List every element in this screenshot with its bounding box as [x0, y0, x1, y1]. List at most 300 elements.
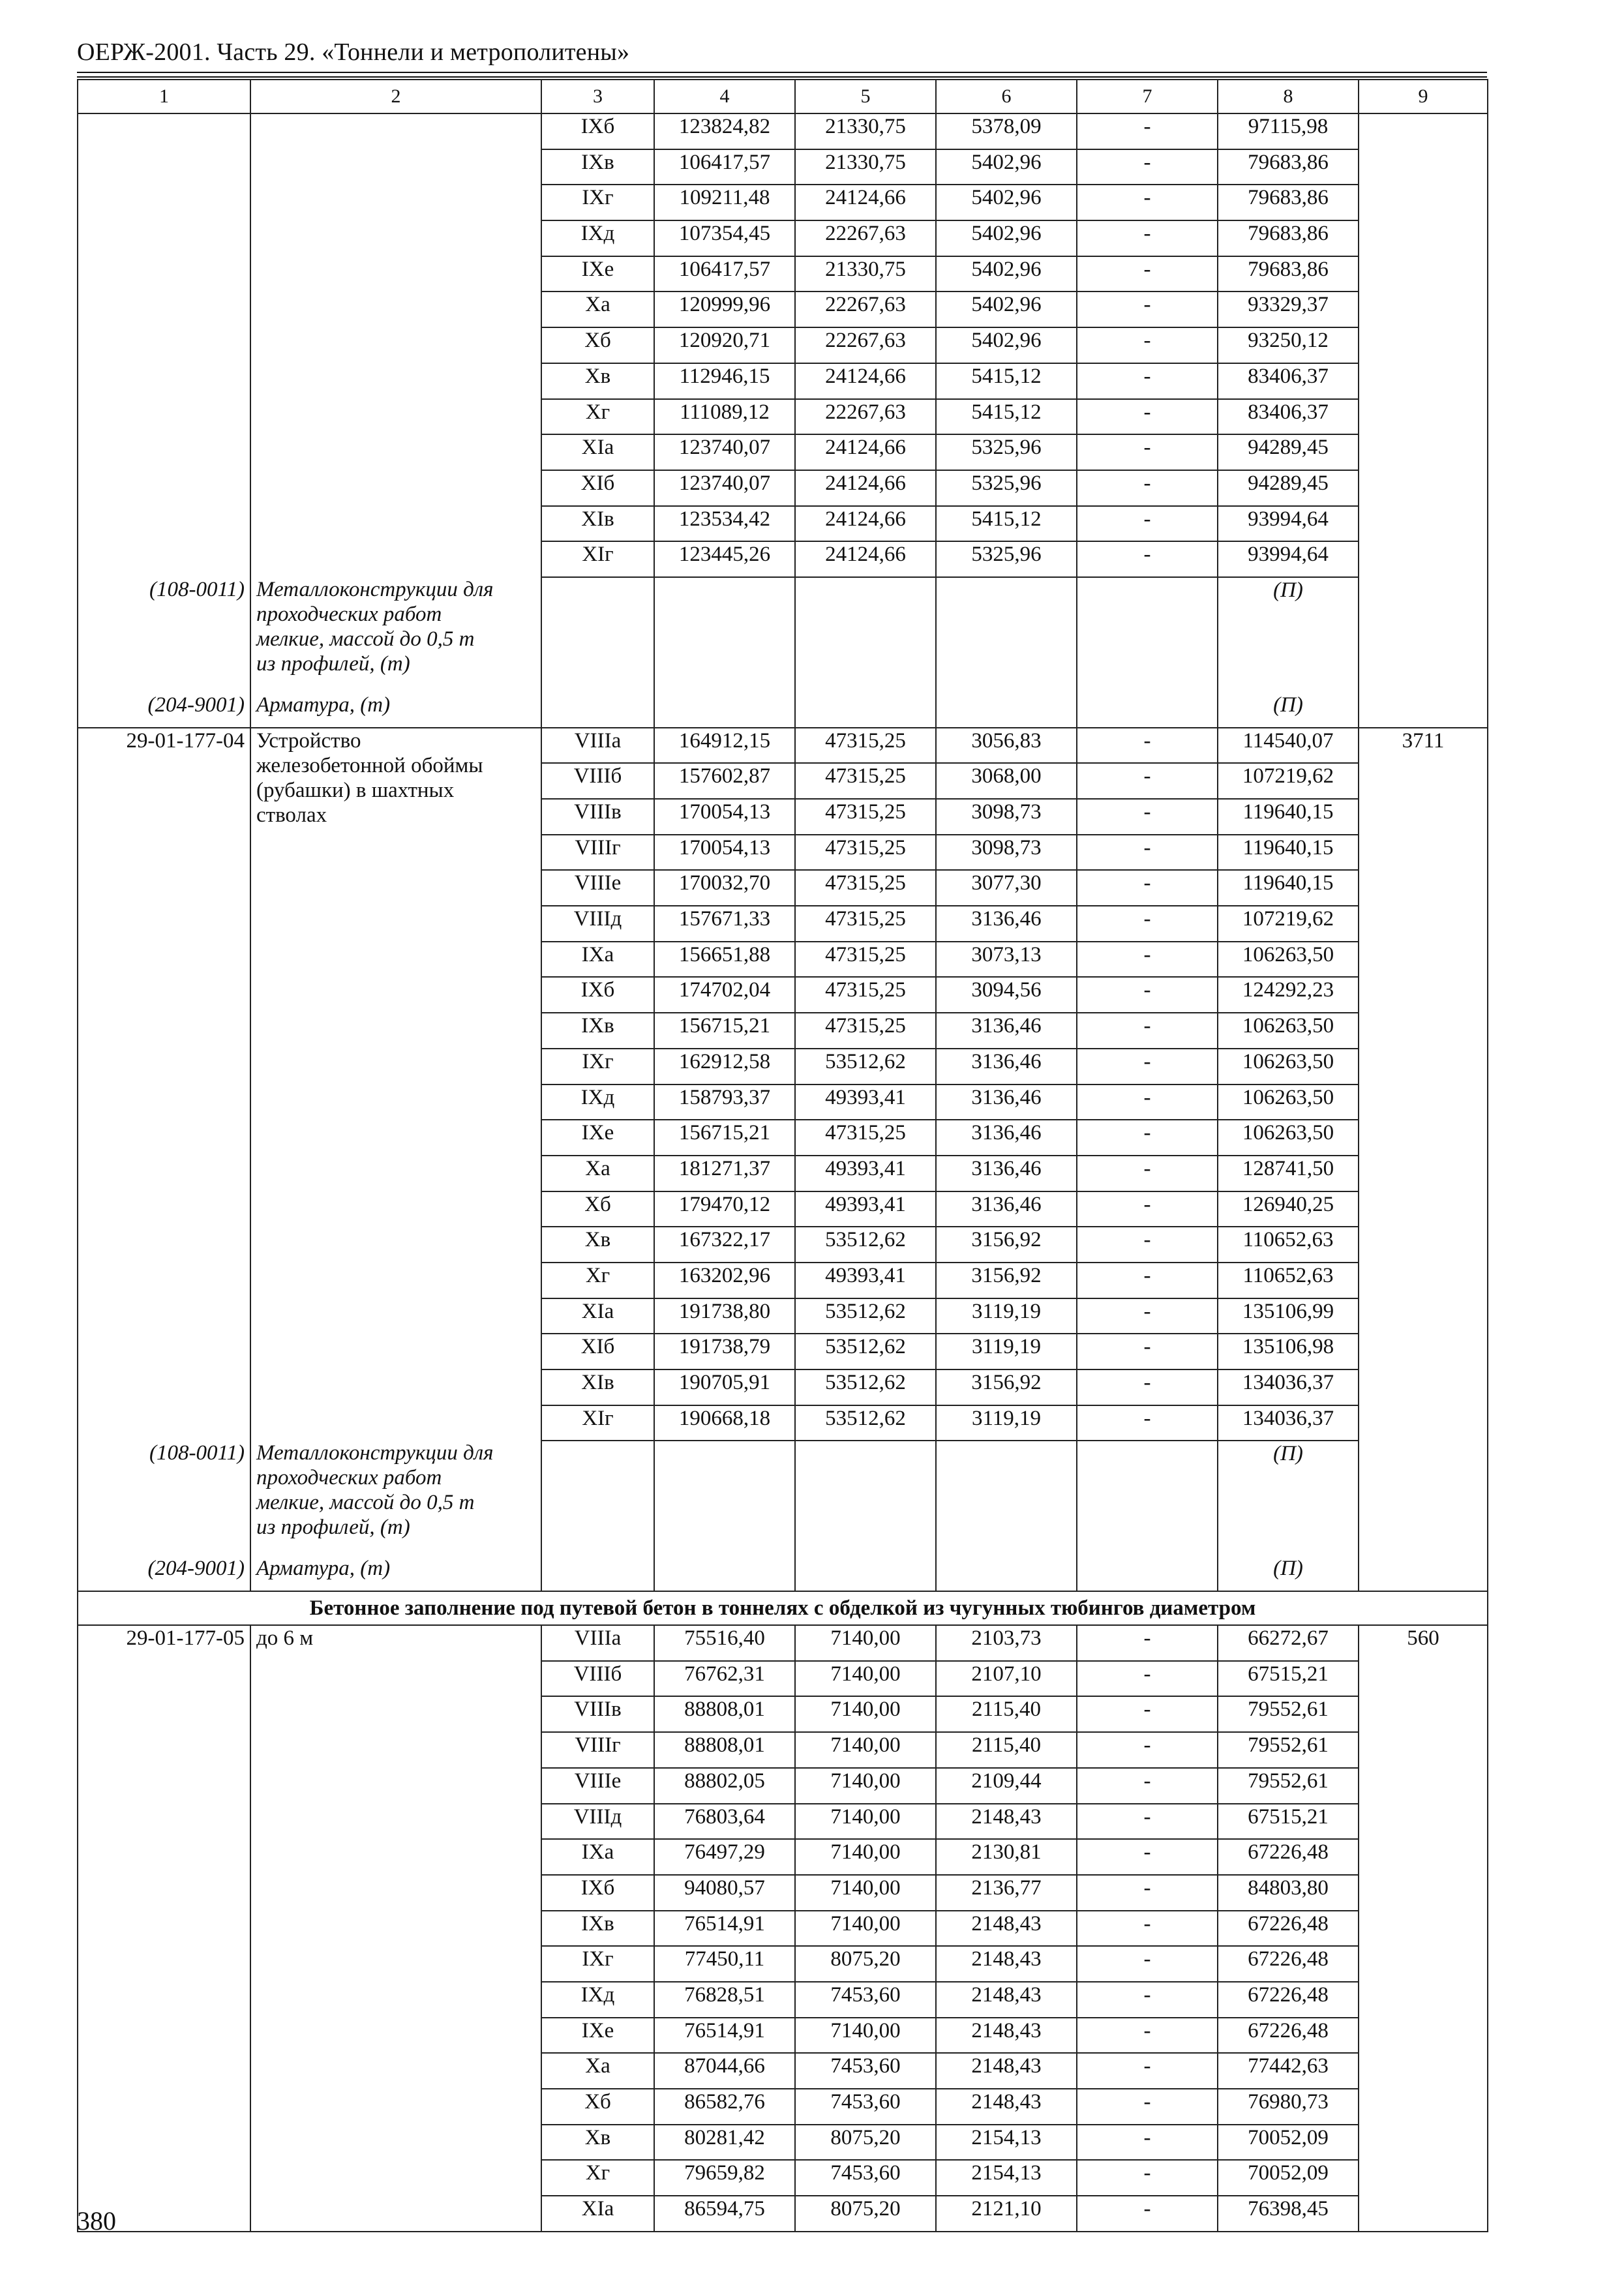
cell-materials: 67226,48: [1218, 1946, 1359, 1982]
material-description-line: Металлоконструкции для: [256, 577, 494, 601]
cell-materials: 70052,09: [1218, 2160, 1359, 2196]
cell-index: IXе: [541, 1120, 654, 1156]
material-description: Арматура, (т): [250, 693, 541, 728]
cell-index: XIа: [541, 1298, 654, 1334]
cell-labor: 53512,62: [795, 1227, 936, 1263]
cell-machines: 3077,30: [936, 870, 1077, 906]
cell-machines: 2148,43: [936, 2089, 1077, 2125]
cell-total: 76803,64: [654, 1804, 795, 1840]
cell-materials: 94289,45: [1218, 434, 1359, 470]
cell-index: Xг: [541, 2160, 654, 2196]
cell-index: XIа: [541, 2196, 654, 2232]
cell-total: 112946,15: [654, 363, 795, 399]
cell-materials: 67226,48: [1218, 2018, 1359, 2054]
cell-index: Xа: [541, 292, 654, 327]
code-cell-empty: [78, 113, 250, 577]
cell-machines: 2103,73: [936, 1625, 1077, 1661]
cell-driver: -: [1077, 1085, 1218, 1120]
cell-driver: -: [1077, 1839, 1218, 1875]
cell-materials: 79552,61: [1218, 1768, 1359, 1804]
cell-materials: 67226,48: [1218, 1911, 1359, 1947]
cell-materials: 76398,45: [1218, 2196, 1359, 2232]
cell-materials: 70052,09: [1218, 2125, 1359, 2161]
cell-machines: 3156,92: [936, 1227, 1077, 1263]
cell-index: IXе: [541, 256, 654, 292]
cell-materials: 67226,48: [1218, 1839, 1359, 1875]
cell-machines: 3098,73: [936, 835, 1077, 871]
cell-driver: -: [1077, 870, 1218, 906]
cell-driver: -: [1077, 1768, 1218, 1804]
cell-labor: 47315,25: [795, 977, 936, 1013]
cell-index: XIб: [541, 1334, 654, 1369]
cell-machines: 5402,96: [936, 292, 1077, 327]
work-description-line: железобетонной обоймы: [256, 753, 483, 777]
cell-index: Xб: [541, 1191, 654, 1227]
cell-materials: 79683,86: [1218, 256, 1359, 292]
cell-labor: 7140,00: [795, 1875, 936, 1911]
cell-total: 164912,15: [654, 728, 795, 764]
cell-driver: -: [1077, 2018, 1218, 2054]
cell-labor: 7140,00: [795, 2018, 936, 2054]
cell-labor: 7140,00: [795, 1732, 936, 1768]
empty-cell: [541, 693, 654, 728]
cost-col9: 560: [1359, 1625, 1488, 2232]
empty-cell: [795, 693, 936, 728]
cell-index: XIг: [541, 1405, 654, 1441]
cell-machines: 2107,10: [936, 1661, 1077, 1697]
cell-materials: 79552,61: [1218, 1732, 1359, 1768]
cell-total: 170054,13: [654, 799, 795, 835]
cell-labor: 7140,00: [795, 1768, 936, 1804]
cell-total: 157602,87: [654, 763, 795, 799]
table-row: [78, 1625, 1488, 1661]
cell-materials: 67515,21: [1218, 1804, 1359, 1840]
cell-driver: -: [1077, 399, 1218, 435]
material-description: [250, 1441, 541, 1556]
cell-driver: -: [1077, 1625, 1218, 1661]
cell-total: 123740,07: [654, 434, 795, 470]
cell-total: 162912,58: [654, 1049, 795, 1085]
cell-index: VIIIа: [541, 728, 654, 764]
cell-labor: 7140,00: [795, 1804, 936, 1840]
cell-total: 79659,82: [654, 2160, 795, 2196]
cell-labor: 22267,63: [795, 327, 936, 363]
material-description-line: мелкие, массой до 0,5 т: [256, 1491, 475, 1515]
cell-driver: -: [1077, 1049, 1218, 1085]
cell-labor: 47315,25: [795, 906, 936, 942]
cell-total: 86594,75: [654, 2196, 795, 2232]
cell-labor: 47315,25: [795, 942, 936, 978]
cell-machines: 3119,19: [936, 1334, 1077, 1369]
cell-index: VIIIд: [541, 1804, 654, 1840]
cell-driver: -: [1077, 1911, 1218, 1947]
table-row: [78, 113, 1488, 149]
cell-machines: 3136,46: [936, 1120, 1077, 1156]
cell-machines: 2148,43: [936, 1911, 1077, 1947]
cell-driver: -: [1077, 1946, 1218, 1982]
cell-driver: -: [1077, 2125, 1218, 2161]
cell-index: IXг: [541, 1049, 654, 1085]
price-table: [77, 79, 1488, 2232]
cell-materials: 83406,37: [1218, 399, 1359, 435]
cell-driver: -: [1077, 149, 1218, 185]
cell-machines: 2154,13: [936, 2125, 1077, 2161]
cell-index: IXб: [541, 113, 654, 149]
cell-machines: 5402,96: [936, 220, 1077, 256]
cell-machines: 3136,46: [936, 1049, 1077, 1085]
cell-total: 179470,12: [654, 1191, 795, 1227]
cell-total: 120999,96: [654, 292, 795, 327]
cell-materials: 135106,98: [1218, 1334, 1359, 1369]
column-number: 5: [795, 80, 936, 113]
cell-machines: 5325,96: [936, 541, 1077, 577]
col9-empty: [1359, 113, 1488, 728]
cell-driver: -: [1077, 2089, 1218, 2125]
cell-index: IXд: [541, 1085, 654, 1120]
cell-materials: 93250,12: [1218, 327, 1359, 363]
cell-index: XIв: [541, 1369, 654, 1405]
cell-driver: -: [1077, 1369, 1218, 1405]
cell-labor: 47315,25: [795, 870, 936, 906]
column-number: 1: [78, 80, 250, 113]
cell-index: XIв: [541, 506, 654, 542]
cell-index: IXд: [541, 1982, 654, 2018]
cell-materials: 67515,21: [1218, 1661, 1359, 1697]
cell-labor: 49393,41: [795, 1191, 936, 1227]
cell-labor: 47315,25: [795, 799, 936, 835]
cell-index: VIIIе: [541, 1768, 654, 1804]
desc-cell-empty: [250, 113, 541, 577]
cell-materials: 114540,07: [1218, 728, 1359, 764]
cell-labor: 22267,63: [795, 220, 936, 256]
cell-materials: 79683,86: [1218, 149, 1359, 185]
cell-machines: 5415,12: [936, 506, 1077, 542]
cell-total: 190668,18: [654, 1405, 795, 1441]
cell-total: 123534,42: [654, 506, 795, 542]
cell-total: 106417,57: [654, 149, 795, 185]
cell-total: 191738,79: [654, 1334, 795, 1369]
cell-materials: 93329,37: [1218, 292, 1359, 327]
cell-total: 123740,07: [654, 470, 795, 506]
cell-labor: 53512,62: [795, 1369, 936, 1405]
cell-total: 76514,91: [654, 2018, 795, 2054]
cell-materials: 106263,50: [1218, 1013, 1359, 1049]
cell-index: VIIIб: [541, 763, 654, 799]
cell-index: Xг: [541, 1263, 654, 1298]
cell-index: XIб: [541, 470, 654, 506]
cell-materials: 110652,63: [1218, 1227, 1359, 1263]
cell-total: 86582,76: [654, 2089, 795, 2125]
cell-materials: 119640,15: [1218, 835, 1359, 871]
empty-cell: [1077, 693, 1218, 728]
cell-materials: 128741,50: [1218, 1156, 1359, 1191]
cell-labor: 22267,63: [795, 292, 936, 327]
cell-machines: 5402,96: [936, 327, 1077, 363]
cell-index: Xг: [541, 399, 654, 435]
cell-index: Xв: [541, 363, 654, 399]
cell-materials: 119640,15: [1218, 870, 1359, 906]
material-description: Арматура, (т): [250, 1556, 541, 1591]
cell-driver: -: [1077, 942, 1218, 978]
column-number: 4: [654, 80, 795, 113]
cell-total: 156651,88: [654, 942, 795, 978]
column-number: 7: [1077, 80, 1218, 113]
cell-index: IXе: [541, 2018, 654, 2054]
cell-driver: -: [1077, 1227, 1218, 1263]
cell-total: 191738,80: [654, 1298, 795, 1334]
cell-labor: 24124,66: [795, 434, 936, 470]
cell-total: 170032,70: [654, 870, 795, 906]
cell-machines: 3136,46: [936, 1191, 1077, 1227]
empty-cell: [1077, 577, 1218, 693]
cell-materials: 106263,50: [1218, 1049, 1359, 1085]
cell-machines: 2130,81: [936, 1839, 1077, 1875]
empty-cell: [541, 1556, 654, 1591]
cell-driver: -: [1077, 1191, 1218, 1227]
cell-materials: 110652,63: [1218, 1263, 1359, 1298]
cell-driver: -: [1077, 977, 1218, 1013]
cell-driver: -: [1077, 1732, 1218, 1768]
cell-materials: 93994,64: [1218, 541, 1359, 577]
cell-labor: 47315,25: [795, 835, 936, 871]
cell-labor: 24124,66: [795, 185, 936, 220]
cell-materials: 119640,15: [1218, 799, 1359, 835]
cell-materials: 106263,50: [1218, 942, 1359, 978]
empty-cell: [936, 1441, 1077, 1556]
cell-labor: 7453,60: [795, 2053, 936, 2089]
material-row: [78, 1556, 1488, 1591]
cell-driver: -: [1077, 2160, 1218, 2196]
cell-labor: 7140,00: [795, 1625, 936, 1661]
cell-driver: -: [1077, 1661, 1218, 1697]
empty-cell: [936, 693, 1077, 728]
material-code: (108-0011): [78, 577, 250, 693]
material-mark: (П): [1218, 1441, 1359, 1556]
cell-index: IXб: [541, 977, 654, 1013]
cell-labor: 47315,25: [795, 1013, 936, 1049]
cell-machines: 3098,73: [936, 799, 1077, 835]
column-number: 9: [1359, 80, 1488, 113]
cell-index: VIIIв: [541, 1696, 654, 1732]
cell-machines: 5325,96: [936, 434, 1077, 470]
cell-total: 181271,37: [654, 1156, 795, 1191]
cell-materials: 67226,48: [1218, 1982, 1359, 2018]
cell-machines: 2115,40: [936, 1696, 1077, 1732]
cell-machines: 3056,83: [936, 728, 1077, 764]
cell-total: 88808,01: [654, 1696, 795, 1732]
cell-labor: 22267,63: [795, 399, 936, 435]
cell-driver: -: [1077, 728, 1218, 764]
cell-total: 170054,13: [654, 835, 795, 871]
cell-machines: 3156,92: [936, 1369, 1077, 1405]
cell-index: VIIIв: [541, 799, 654, 835]
column-number: 6: [936, 80, 1077, 113]
page-header: ОЕРЖ-2001. Часть 29. «Тоннели и метрополитены»: [77, 38, 630, 66]
cell-labor: 8075,20: [795, 2196, 936, 2232]
cell-driver: -: [1077, 256, 1218, 292]
cell-driver: -: [1077, 327, 1218, 363]
material-row: [78, 1441, 1488, 1556]
cell-materials: 76980,73: [1218, 2089, 1359, 2125]
cell-driver: -: [1077, 2053, 1218, 2089]
cell-driver: -: [1077, 835, 1218, 871]
cell-machines: 3136,46: [936, 1085, 1077, 1120]
cell-index: XIг: [541, 541, 654, 577]
column-number-row: [78, 80, 1488, 113]
cell-labor: 53512,62: [795, 1049, 936, 1085]
cell-driver: -: [1077, 2196, 1218, 2232]
cell-materials: 106263,50: [1218, 1120, 1359, 1156]
material-description-line: из профилей, (т): [256, 651, 410, 676]
cell-machines: 3156,92: [936, 1263, 1077, 1298]
cell-driver: -: [1077, 1120, 1218, 1156]
cell-machines: 3136,46: [936, 906, 1077, 942]
cell-total: 80281,42: [654, 2125, 795, 2161]
cell-driver: -: [1077, 434, 1218, 470]
empty-cell: [654, 1556, 795, 1591]
cell-driver: -: [1077, 185, 1218, 220]
empty-cell: [1077, 1556, 1218, 1591]
material-code: (204-9001): [78, 693, 250, 728]
cell-driver: -: [1077, 1156, 1218, 1191]
cell-index: Xа: [541, 2053, 654, 2089]
cell-driver: -: [1077, 113, 1218, 149]
cell-driver: -: [1077, 799, 1218, 835]
work-description-line: (рубашки) в шахтных: [256, 778, 455, 802]
cell-total: 163202,96: [654, 1263, 795, 1298]
cell-index: VIIIг: [541, 835, 654, 871]
cell-labor: 24124,66: [795, 470, 936, 506]
cell-index: Xа: [541, 1156, 654, 1191]
cell-total: 158793,37: [654, 1085, 795, 1120]
cell-labor: 24124,66: [795, 541, 936, 577]
cell-machines: 2136,77: [936, 1875, 1077, 1911]
material-row: [78, 577, 1488, 693]
cell-total: 107354,45: [654, 220, 795, 256]
work-code: 29-01-177-04: [78, 728, 250, 1441]
cell-index: IXд: [541, 220, 654, 256]
cell-index: Xв: [541, 2125, 654, 2161]
empty-cell: [654, 577, 795, 693]
cell-labor: 8075,20: [795, 2125, 936, 2161]
empty-cell: [795, 1441, 936, 1556]
cell-index: VIIIа: [541, 1625, 654, 1661]
empty-cell: [541, 577, 654, 693]
cell-index: IXб: [541, 1875, 654, 1911]
cell-labor: 21330,75: [795, 113, 936, 149]
cell-machines: 2115,40: [936, 1732, 1077, 1768]
cell-materials: 97115,98: [1218, 113, 1359, 149]
cell-labor: 24124,66: [795, 506, 936, 542]
cell-total: 111089,12: [654, 399, 795, 435]
cell-labor: 49393,41: [795, 1085, 936, 1120]
cell-materials: 79552,61: [1218, 1696, 1359, 1732]
cell-driver: -: [1077, 1334, 1218, 1369]
cell-materials: 107219,62: [1218, 763, 1359, 799]
cell-machines: 3068,00: [936, 763, 1077, 799]
cell-driver: -: [1077, 470, 1218, 506]
cell-machines: 5402,96: [936, 185, 1077, 220]
work-code: 29-01-177-05: [78, 1625, 250, 2232]
material-description-line: Металлоконструкции для: [256, 1441, 494, 1465]
cell-materials: 107219,62: [1218, 906, 1359, 942]
cell-machines: 5325,96: [936, 470, 1077, 506]
cell-machines: 3094,56: [936, 977, 1077, 1013]
section-title-row: [78, 1591, 1488, 1625]
cell-materials: 77442,63: [1218, 2053, 1359, 2089]
cell-driver: -: [1077, 1696, 1218, 1732]
cell-machines: 2148,43: [936, 1804, 1077, 1840]
column-number: 3: [541, 80, 654, 113]
cell-machines: 5415,12: [936, 363, 1077, 399]
cell-index: XIа: [541, 434, 654, 470]
cell-materials: 84803,80: [1218, 1875, 1359, 1911]
cell-total: 88802,05: [654, 1768, 795, 1804]
empty-cell: [541, 1441, 654, 1556]
empty-cell: [1077, 1441, 1218, 1556]
cell-total: 109211,48: [654, 185, 795, 220]
material-mark: (П): [1218, 1556, 1359, 1591]
cell-index: Xв: [541, 1227, 654, 1263]
cell-materials: 134036,37: [1218, 1405, 1359, 1441]
empty-cell: [654, 693, 795, 728]
cell-total: 94080,57: [654, 1875, 795, 1911]
column-number: 2: [250, 80, 541, 113]
cell-total: 120920,71: [654, 327, 795, 363]
cell-machines: 2154,13: [936, 2160, 1077, 2196]
material-code: (204-9001): [78, 1556, 250, 1591]
cell-total: 87044,66: [654, 2053, 795, 2089]
cell-total: 76497,29: [654, 1839, 795, 1875]
cell-total: 88808,01: [654, 1732, 795, 1768]
cell-labor: 53512,62: [795, 1405, 936, 1441]
cell-driver: -: [1077, 1982, 1218, 2018]
cell-machines: 3073,13: [936, 942, 1077, 978]
cell-total: 77450,11: [654, 1946, 795, 1982]
cell-machines: 5378,09: [936, 113, 1077, 149]
page-number: 380: [77, 2206, 116, 2236]
cell-materials: 135106,99: [1218, 1298, 1359, 1334]
work-description: до 6 м: [250, 1625, 541, 2232]
cell-materials: 134036,37: [1218, 1369, 1359, 1405]
cell-driver: -: [1077, 220, 1218, 256]
cell-machines: 5402,96: [936, 149, 1077, 185]
cell-machines: 3136,46: [936, 1156, 1077, 1191]
material-mark: (П): [1218, 577, 1359, 693]
cell-driver: -: [1077, 1263, 1218, 1298]
cell-driver: -: [1077, 906, 1218, 942]
cell-machines: 2148,43: [936, 2018, 1077, 2054]
cell-total: 76762,31: [654, 1661, 795, 1697]
cell-total: 174702,04: [654, 977, 795, 1013]
cell-index: IXв: [541, 1911, 654, 1947]
cell-materials: 126940,25: [1218, 1191, 1359, 1227]
cell-index: VIIIг: [541, 1732, 654, 1768]
cell-labor: 53512,62: [795, 1334, 936, 1369]
material-mark: (П): [1218, 693, 1359, 728]
cell-driver: -: [1077, 763, 1218, 799]
empty-cell: [795, 577, 936, 693]
cell-index: IXа: [541, 1839, 654, 1875]
material-description: [250, 577, 541, 693]
cell-machines: 5415,12: [936, 399, 1077, 435]
cell-labor: 7140,00: [795, 1839, 936, 1875]
material-description-line: из профилей, (т): [256, 1516, 410, 1540]
cell-labor: 7140,00: [795, 1661, 936, 1697]
cell-index: IXв: [541, 1013, 654, 1049]
section-title: Бетонное заполнение под путевой бетон в тоннелях с обделкой из чугунных тюбингов диаметром: [78, 1591, 1488, 1625]
cell-materials: 93994,64: [1218, 506, 1359, 542]
